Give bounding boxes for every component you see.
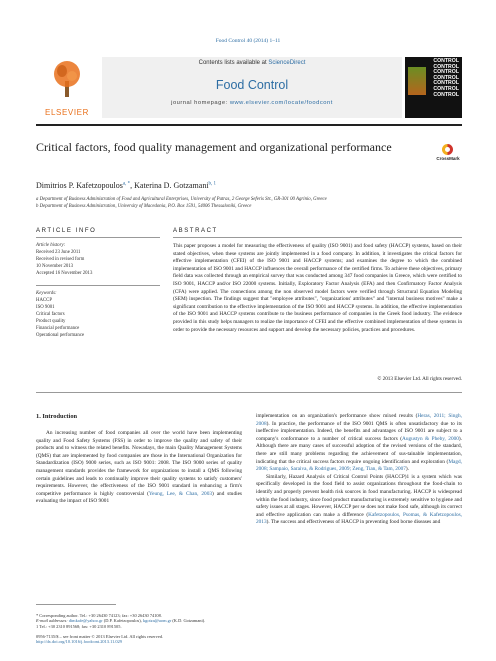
cover-line: CONTROL (433, 58, 459, 64)
citation-line[interactable]: Food Control 40 (2014) 1–11 (215, 38, 281, 44)
history-item: Received in revised form (36, 257, 85, 262)
author-sup[interactable]: a, * (122, 181, 131, 187)
info-divider (36, 237, 160, 238)
keywords-label: Keywords: (36, 291, 57, 296)
history-item: Received 23 June 2011 (36, 250, 81, 255)
homepage-prefix: journal homepage: (171, 100, 230, 106)
info-divider (36, 285, 160, 286)
intro-text: implementation on an organization's performance show mixed results ( (256, 413, 418, 419)
email-link[interactable]: dimkafe@yahoo.gr (68, 618, 103, 624)
issn-line: 0956-7135/$ – see front matter © 2013 Elsevier Ltd. All rights reserved. (36, 634, 164, 639)
author-separator: , (130, 181, 135, 190)
author-list (36, 181, 216, 190)
history-label: Article history: (36, 243, 66, 248)
email-link[interactable]: kgotza@uom.gr (142, 618, 172, 624)
journal-title[interactable]: Food Control (215, 78, 289, 92)
intro-right-column (256, 413, 462, 527)
citation-link[interactable]: Yeung, Lee, & Chan, 2003 (148, 490, 212, 497)
journal-header (36, 57, 462, 118)
abstract-divider (173, 237, 462, 238)
intro-text: ) and studies evaluating the impact of ISO 9001 (36, 490, 242, 505)
email-owner: (K.D. Gotzamani). (171, 618, 206, 624)
affiliation-b: b Department of Business Administration, University of Macedonia, P.O. Box 1591, 54006 Thessaloniki, Greece (36, 204, 252, 209)
cover-line: CONTROL (433, 80, 459, 87)
abstract-heading: ABSTRACT (173, 228, 218, 234)
abstract-copyright: © 2013 Elsevier Ltd. All rights reserved. (377, 376, 462, 382)
homepage-link[interactable]: www.elsevier.com/locate/foodcont (229, 100, 333, 106)
author-name[interactable]: Katerina D. Gotzamani (134, 181, 209, 190)
doi-link[interactable]: http://dx.doi.org/10.1016/j.foodcont.2013.11.029 (36, 639, 122, 645)
abstract-end-divider (36, 392, 462, 393)
intro-left-column (36, 430, 242, 506)
cover-title-stack (433, 59, 459, 98)
keyword: ISO 9001 (36, 305, 55, 310)
author-name[interactable]: Dimitrios P. Kafetzopoulos (36, 181, 123, 190)
email-label: E-mail addresses: (36, 618, 69, 624)
journal-cover[interactable] (405, 57, 462, 118)
abstract-text: This paper proposes a model for measuring the effectiveness of quality (ISO 9001) and food safety (HACCP) systems, based on their stated objectives, when these systems are jointly implemented in a food company. In addition, it investigates the critical factors for effective implementation (CFEI) of the ISO 9001 and HACCP systems; and examines the degree to which the combined implementation of ISO 9001 and HACCP influences the overall performance of the certified firms. To achieve these objectives, primary field data was collected through an empirical survey that was conducted among 347 food companies in Greece, which were certified to ISO 9001, HACCP and/or ISO 22000 systems. Initially, Exploratory Factor Analysis (EFA) and then Confirmatory Factor Analysis (CFA) were applied. The connections among the non observed model factors were verified through Structural Equation Modeling (SEM) inspection. The findings suggest that "employee attributes", "organizations' attributes" and "internal business motives" make a significant contribution to the effective implementation of the ISO 9001 and HACCP systems. In addition, the effective implementation of the ISO 9001 and HACCP systems contribute to the business performance of companies in the Greek food industry. The evidence provided in this study helps managers to realize the importance of CFEI and the effective combined implementation of these systems in order to provide the necessary resources and support and develop the necessary policies, practices and procedures. (173, 243, 462, 333)
footnotes (36, 613, 242, 629)
cover-line: CONTROL (433, 85, 459, 92)
journal-banner (102, 57, 402, 118)
cover-line: CONTROL (433, 74, 459, 81)
citation-link[interactable]: Heras, 2011; Singh, 2008 (256, 413, 462, 427)
email-owner: (D.P. Kafetzopoulos), (102, 618, 143, 624)
keyword: Operational performance (36, 333, 85, 338)
elsevier-logo[interactable] (36, 57, 98, 118)
article-info-heading: ARTICLE INFO (36, 228, 97, 234)
citation-link[interactable]: Kafetzopoulos, Psomas, & Kafetzopoulos, 2013 (256, 511, 462, 526)
intro-text: An increasing number of food companies all over the world have been implementing quality and Food Safety Systems (FSS) in order to improve the quality and safety of their products and to witness the related benefits. Nowadays, the main Quality Management Systems (QMS) that are implemented by food companies are those in the International Organization for Standardization (ISO) 9000 series, such as ISO 9001: 2008. The ISO 9000 series of quality management standards provides the framework for organizations to install a QMS following certain guidelines and leads to continually improve their quality systems to satisfy customers' requirements. However, the effectiveness of the ISO 9001 standard in enhancing a firm's competitive performance is highly controversial ( (36, 430, 242, 497)
intro-text: ). (405, 466, 409, 473)
crossmark-badge[interactable] (434, 144, 462, 166)
footnote-rule (36, 604, 116, 605)
history-item: 10 November 2013 (36, 264, 74, 269)
cover-line: CONTROL (433, 69, 459, 76)
corresponding-author-note: * Corresponding author. Tel.: +30 26430 74123; fax: +30 26430 74108. (36, 613, 162, 618)
article-title: Critical factors, food quality management and organizational performance (36, 140, 392, 154)
intro-text: Similarly, Hazard Analysis of Critical Control Points (HACCP)1 is a system which was specifically developed in the food field to assist organizations throughout the food-chain to identify and properly prevent health risk sources in food manufacturing. HACCP is widespread within the food industry, since food product manufacturing is extremely sensitive to hygiene and safety issues at all stages. However, HACCP per se does not make food safe, although its correct and effective application can make a difference ( (256, 473, 462, 518)
contents-line (102, 60, 402, 66)
journal-homepage (102, 100, 402, 106)
cover-line: CONTROL (433, 63, 459, 70)
header-divider (36, 124, 462, 126)
intro-text: ). Although there are many cases of successful adoption of the revised versions of the standard, there are still many problems regarding the achievement of sus-tainable implementation, indicating that the critical success factors require ongoing identification and exploration ( (256, 435, 462, 465)
intro-text: ). In practice, the performance of the ISO 9001 QMS is often unsatisfactory due to its ineffective implementation. Indeed, the benefits and advantages of ISO 9001 are subject to a company's conformance to a number of critical success factors ( (256, 420, 462, 442)
cover-image (408, 67, 426, 95)
author-sup[interactable]: b, 1 (208, 181, 217, 187)
affiliation-a: a Department of Business Administration of Food and Agricultural Enterprises, University of Patras, 2 George Seferis Str., GR-301 00 Agrinio, Greece (36, 197, 327, 202)
citation-link[interactable]: Magd, 2008; Sampaio, Saraiva, & Rodrigues, 2009; Zeng, Tian, & Tam, 2007 (256, 458, 462, 473)
keyword: HACCP (36, 298, 52, 303)
intro-text: ). The success and effectiveness of HACCP in preventing food borne diseases and (266, 519, 441, 526)
history-item: Accepted 16 November 2013 (36, 271, 93, 276)
telephone-note: 1 Tel.: +30 2310 891568; fax: +30 2310 891505. (36, 623, 122, 629)
crossmark-icon (442, 144, 453, 155)
keyword: Financial performance (36, 326, 80, 331)
tree-icon (52, 59, 82, 99)
publisher-name: ELSEVIER (45, 108, 89, 117)
contents-prefix: Contents lists available at (198, 60, 269, 66)
keyword: Critical factors (36, 312, 65, 317)
keyword: Product quality (36, 319, 66, 324)
sciencedirect-link[interactable]: ScienceDirect (268, 60, 306, 66)
front-matter (36, 634, 163, 645)
intro-paragraph (256, 474, 462, 527)
crossmark-label: CrossMark (436, 156, 460, 161)
cover-line: CONTROL (433, 91, 459, 98)
section-heading: 1. Introduction (36, 413, 78, 420)
citation-link[interactable]: Augustyn & Pheby, 2000 (402, 435, 459, 442)
